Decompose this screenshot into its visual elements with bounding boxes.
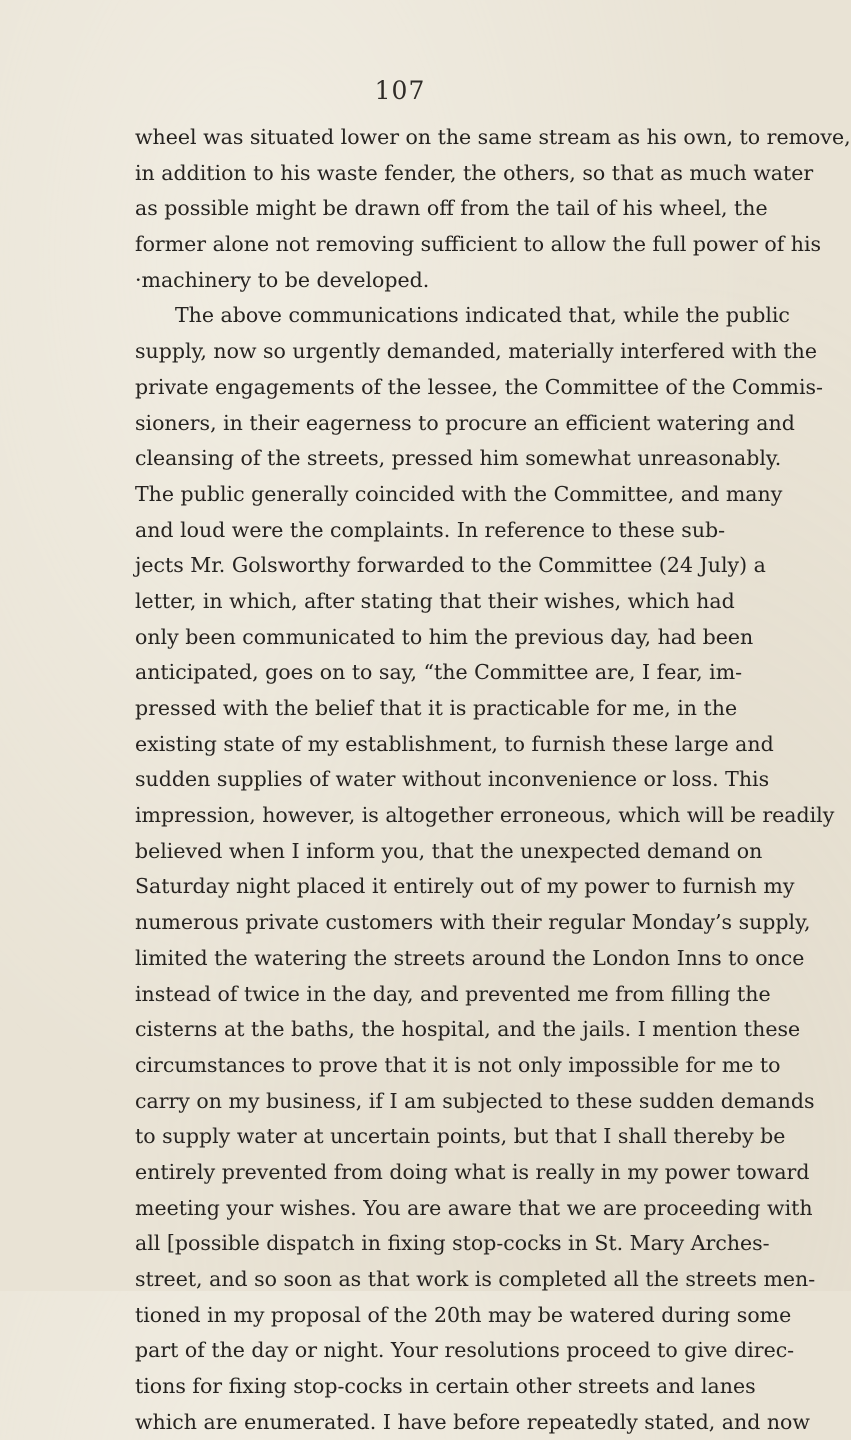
text-line: existing state of my establishment, to furnish these large and <box>135 731 774 756</box>
text-line: ·machinery to be developed. <box>135 267 430 292</box>
text-line: former alone not removing sufficient to allow the full power of his <box>135 232 822 257</box>
text-line: impression, however, is altogether erroneous, which will be readily <box>135 803 835 828</box>
text-line: part of the day or night. Your resolutions proceed to give direc- <box>135 1338 795 1363</box>
text-line: and loud were the complaints. In reference to these sub- <box>135 517 726 542</box>
text-line: sudden supplies of water without inconvenience or loss. This <box>135 767 770 792</box>
text-line: jects Mr. Golsworthy forwarded to the Committee (24 July) a <box>135 553 766 578</box>
page-number: 107 <box>374 76 426 105</box>
text-line: as possible might be drawn off from the tail of his wheel, the <box>135 196 768 221</box>
text-line: Saturday night placed it entirely out of my power to furnish my <box>135 874 795 899</box>
text-line: all [possible dispatch in fixing stop-cocks in St. Mary Arches- <box>135 1231 770 1256</box>
text-line: sioners, in their eagerness to procure an efficient watering and <box>135 410 795 435</box>
text-line: to supply water at uncertain points, but that I shall thereby be <box>135 1124 786 1149</box>
text-line: wheel was situated lower on the same stream as his own, to remove, <box>135 125 851 149</box>
text-line: meeting your wishes. You are aware that we are proceeding with <box>135 1195 813 1220</box>
text-line: only been communicated to him the previous day, had been <box>135 624 754 649</box>
text-line: The above communications indicated that, while the public <box>175 303 790 328</box>
text-line: street, and so soon as that work is completed all the streets men- <box>135 1267 816 1291</box>
text-line: instead of twice in the day, and prevented me from filling the <box>135 981 771 1006</box>
text-line: pressed with the belief that it is practicable for me, in the <box>135 696 738 720</box>
text-line: anticipated, goes on to say, “the Committee are, I fear, im- <box>135 660 743 685</box>
text-line: carry on my business, if I am subjected to these sudden demands <box>135 1088 815 1113</box>
text-line: The public generally coincided with the Committee, and many <box>135 481 783 506</box>
text-line: in addition to his waste fender, the others, so that as much water <box>135 160 814 185</box>
text-line: believed when I inform you, that the unexpected demand on <box>135 838 763 863</box>
text-line: entirely prevented from doing what is really in my power toward <box>135 1159 810 1184</box>
text-line: supply, now so urgently demanded, materially interfered with the <box>135 339 817 364</box>
text-line: cisterns at the baths, the hospital, and the jails. I mention these <box>135 1017 801 1042</box>
text-line: private engagements of the lessee, the Committee of the Commis- <box>135 374 823 399</box>
text-line: tioned in my proposal of the 20th may be watered during some <box>135 1302 792 1327</box>
text-line: which are enumerated. I have before repeatedly stated, and now <box>135 1409 810 1434</box>
text-line: circumstances to prove that it is not only impossible for me to <box>135 1052 781 1077</box>
text-line: letter, in which, after stating that their wishes, which had <box>135 588 735 613</box>
text-line: tions for fixing stop-cocks in certain other streets and lanes <box>135 1374 756 1399</box>
text-line: numerous private customers with their regular Monday’s supply, <box>135 910 811 935</box>
text-line: limited the watering the streets around the London Inns to once <box>135 945 805 970</box>
text-line: cleansing of the streets, pressed him somewhat unreasonably. <box>135 446 782 471</box>
body-text <box>135 120 851 1440</box>
